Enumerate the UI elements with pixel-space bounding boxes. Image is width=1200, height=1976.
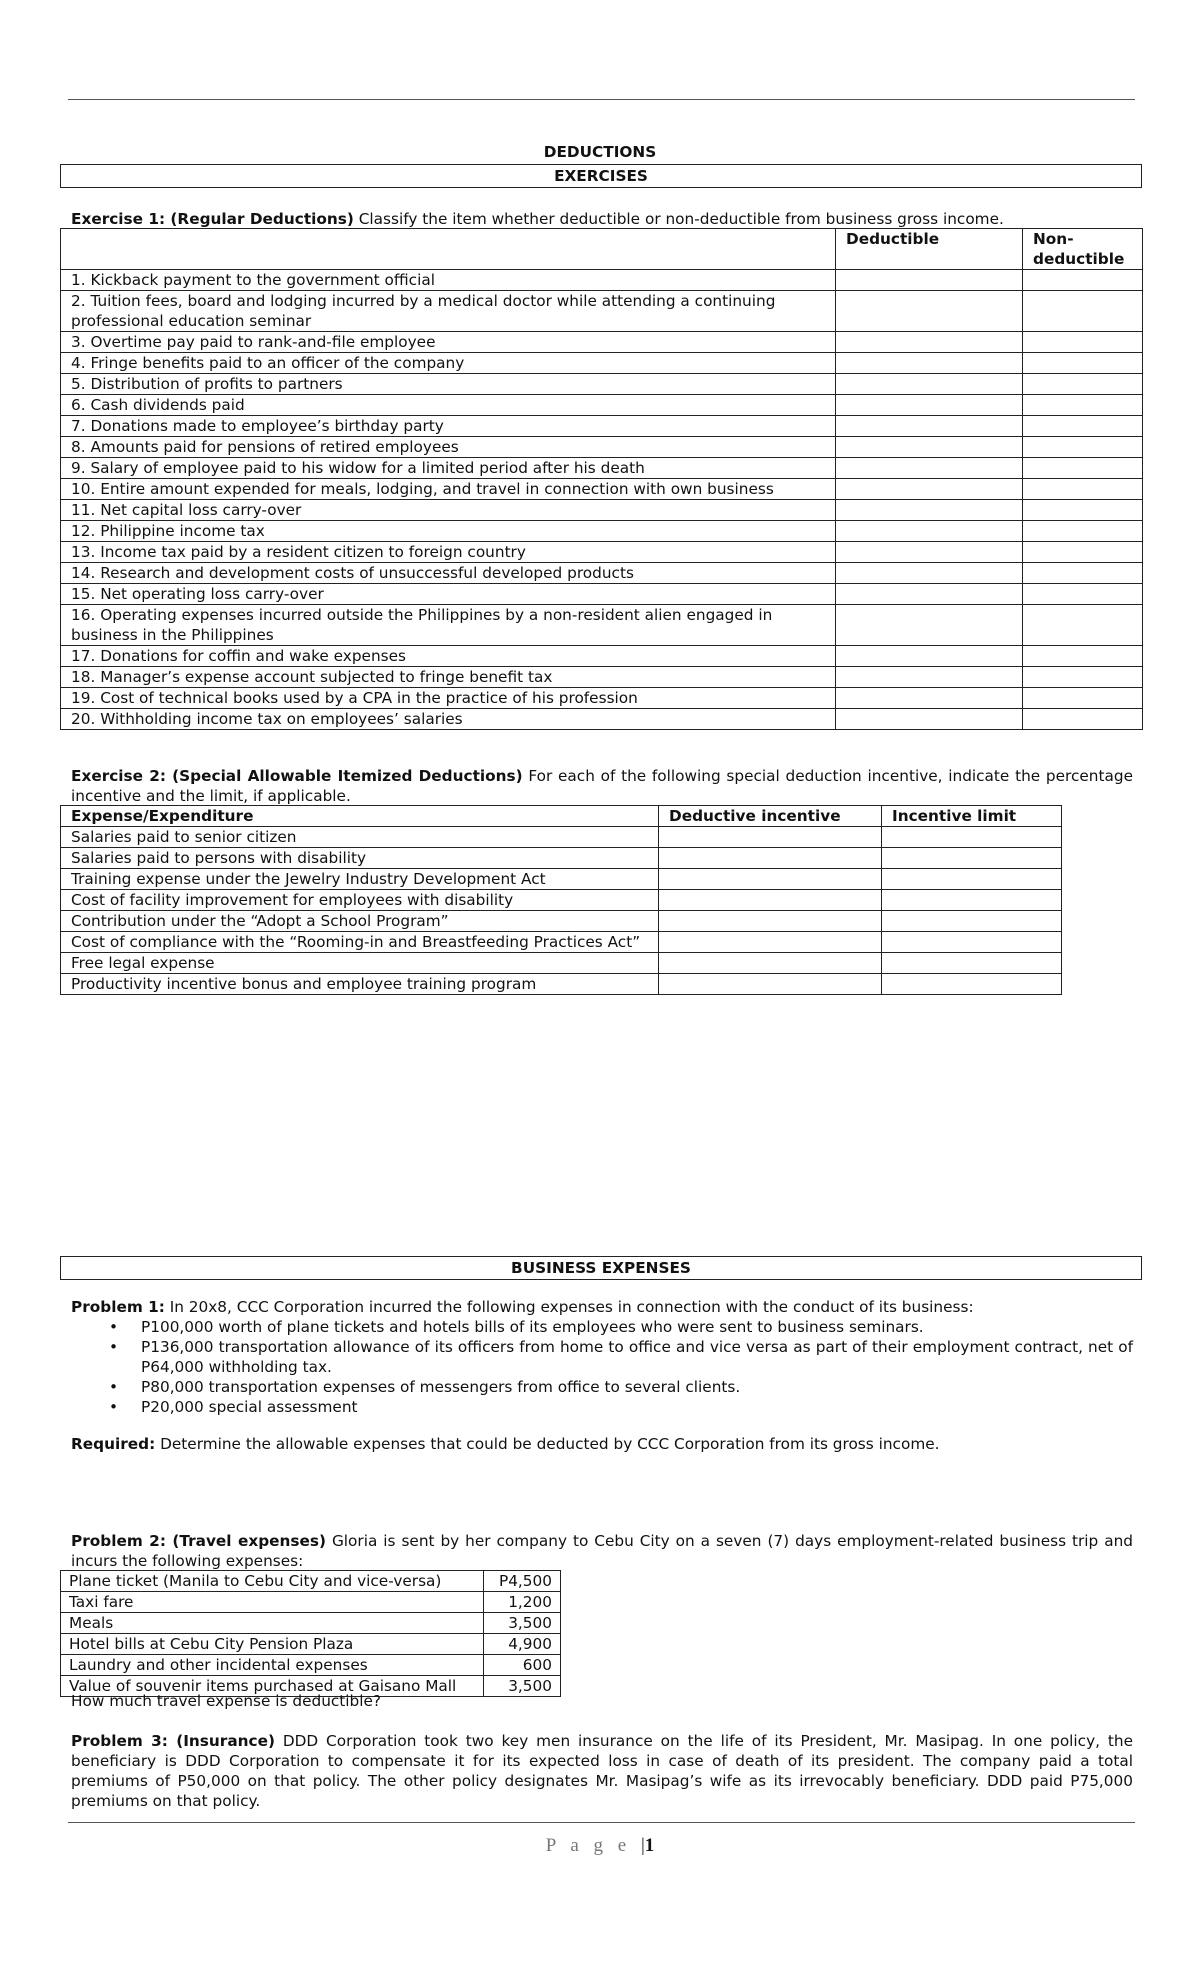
exercise1-item: 3. Overtime pay paid to rank-and-file employee	[61, 332, 836, 353]
expense-item: Productivity incentive bonus and employee training program	[61, 974, 659, 995]
nondeductible-cell[interactable]	[1023, 374, 1143, 395]
problem2-intro	[71, 1531, 1133, 1571]
exercise2-row	[61, 974, 1062, 995]
problem3-label: Problem 3: (Insurance)	[71, 1732, 275, 1750]
limit-cell[interactable]	[882, 974, 1062, 995]
exercise1-item: 10. Entire amount expended for meals, lodging, and travel in connection with own business	[61, 479, 836, 500]
expense-item: Salaries paid to persons with disability	[61, 848, 659, 869]
limit-cell[interactable]	[882, 890, 1062, 911]
exercise1-row	[61, 688, 1143, 709]
business-expenses-header: BUSINESS EXPENSES	[60, 1256, 1142, 1280]
limit-cell[interactable]	[882, 911, 1062, 932]
deductible-cell[interactable]	[836, 709, 1023, 730]
page-footer	[0, 1836, 1200, 1856]
deductible-cell[interactable]	[836, 500, 1023, 521]
exercise1-text: Classify the item whether deductible or non-deductible from business gross income.	[353, 210, 1004, 228]
travel-expense-item: Meals	[61, 1613, 484, 1634]
col-expense: Expense/Expenditure	[61, 806, 659, 827]
travel-expense-amount: 4,900	[484, 1634, 561, 1655]
exercise1-row	[61, 500, 1143, 521]
nondeductible-cell[interactable]	[1023, 563, 1143, 584]
nondeductible-cell[interactable]	[1023, 542, 1143, 563]
deductible-cell[interactable]	[836, 458, 1023, 479]
deductible-cell[interactable]	[836, 270, 1023, 291]
exercise1-item: 1. Kickback payment to the government official	[61, 270, 836, 291]
deductible-cell[interactable]	[836, 291, 1023, 332]
deductible-cell[interactable]	[836, 437, 1023, 458]
exercise1-item: 17. Donations for coffin and wake expenses	[61, 646, 836, 667]
required-label: Required:	[71, 1435, 156, 1453]
problem1-bullets	[71, 1317, 1133, 1417]
expense-bullet: • P20,000 special assessment	[71, 1397, 1133, 1417]
exercise1-row	[61, 374, 1143, 395]
exercise1-header-row	[61, 229, 1143, 270]
travel-expense-item: Value of souvenir items purchased at Gaisano Mall	[61, 1676, 484, 1697]
page-separator: |	[640, 1835, 645, 1856]
expense-bullet: • P80,000 transportation expenses of messengers from office to several clients.	[71, 1377, 1133, 1397]
header-rule	[68, 99, 1135, 100]
nondeductible-cell[interactable]	[1023, 709, 1143, 730]
exercise1-row	[61, 479, 1143, 500]
exercise1-item: 2. Tuition fees, board and lodging incurred by a medical doctor while attending a continuing professional education seminar	[61, 291, 836, 332]
exercise1-item: 16. Operating expenses incurred outside the Philippines by a non-resident alien engaged in business in the Philippines	[61, 605, 836, 646]
nondeductible-cell[interactable]	[1023, 667, 1143, 688]
exercise1-item: 14. Research and development costs of unsuccessful developed products	[61, 563, 836, 584]
exercise1-item: 11. Net capital loss carry-over	[61, 500, 836, 521]
expense-item: Training expense under the Jewelry Industry Development Act	[61, 869, 659, 890]
expense-item: Cost of facility improvement for employees with disability	[61, 890, 659, 911]
limit-cell[interactable]	[882, 953, 1062, 974]
nondeductible-cell[interactable]	[1023, 416, 1143, 437]
problem2-label: Problem 2: (Travel expenses)	[71, 1532, 326, 1550]
incentive-cell[interactable]	[659, 911, 882, 932]
nondeductible-cell[interactable]	[1023, 353, 1143, 374]
exercise1-label: Exercise 1: (Regular Deductions)	[71, 210, 354, 228]
deductible-cell[interactable]	[836, 563, 1023, 584]
travel-expense-item: Hotel bills at Cebu City Pension Plaza	[61, 1634, 484, 1655]
col-incentive: Deductive incentive	[659, 806, 882, 827]
exercise1-row	[61, 584, 1143, 605]
col-nondeductible: Non-deductible	[1023, 229, 1143, 270]
incentive-cell[interactable]	[659, 827, 882, 848]
travel-expense-row	[61, 1571, 561, 1592]
exercise1-item: 8. Amounts paid for pensions of retired employees	[61, 437, 836, 458]
problem1-required	[71, 1434, 1141, 1454]
exercise2-row	[61, 953, 1062, 974]
exercise2-row	[61, 827, 1062, 848]
expense-bullet: • P100,000 worth of plane tickets and hotels bills of its employees who were sent to business seminars.	[71, 1317, 1133, 1337]
travel-expense-amount: 3,500	[484, 1676, 561, 1697]
nondeductible-cell[interactable]	[1023, 437, 1143, 458]
expense-item: Contribution under the “Adopt a School Program”	[61, 911, 659, 932]
exercise1-row	[61, 542, 1143, 563]
exercise1-item: 7. Donations made to employee’s birthday party	[61, 416, 836, 437]
travel-expense-item: Taxi fare	[61, 1592, 484, 1613]
exercise2-row	[61, 890, 1062, 911]
exercise1-row	[61, 332, 1143, 353]
exercise2-header-row	[61, 806, 1062, 827]
nondeductible-cell[interactable]	[1023, 291, 1143, 332]
exercise1-row	[61, 416, 1143, 437]
col-limit: Incentive limit	[882, 806, 1062, 827]
travel-expense-row	[61, 1592, 561, 1613]
deductible-cell[interactable]	[836, 688, 1023, 709]
nondeductible-cell[interactable]	[1023, 479, 1143, 500]
problem3-body: DDD Corporation took two key men insurance on the life of its President, Mr. Masipag. In one policy, the beneficiary is DDD Corporation to compensate it for its expected loss in case of death of its president. The company paid a total premiums of P50,000 on that policy. The other policy designates Mr. Masipag’s wife as its irrevocably beneficiary. DDD paid P75,000 premiums on that policy.	[71, 1732, 1133, 1810]
travel-expense-item: Laundry and other incidental expenses	[61, 1655, 484, 1676]
exercise1-header-blank	[61, 229, 836, 270]
nondeductible-cell[interactable]	[1023, 584, 1143, 605]
incentive-cell[interactable]	[659, 974, 882, 995]
travel-expense-row	[61, 1613, 561, 1634]
travel-expense-item: Plane ticket (Manila to Cebu City and vice-versa)	[61, 1571, 484, 1592]
exercise1-row	[61, 395, 1143, 416]
exercise1-item: 12. Philippine income tax	[61, 521, 836, 542]
problem1-intro-text: In 20x8, CCC Corporation incurred the following expenses in connection with the conduct of its business:	[164, 1298, 974, 1316]
exercise1-row	[61, 270, 1143, 291]
exercise1-item: 18. Manager’s expense account subjected to fringe benefit tax	[61, 667, 836, 688]
limit-cell[interactable]	[882, 827, 1062, 848]
travel-expense-row	[61, 1634, 561, 1655]
exercise1-item: 9. Salary of employee paid to his widow for a limited period after his death	[61, 458, 836, 479]
travel-expense-amount: 600	[484, 1655, 561, 1676]
nondeductible-cell[interactable]	[1023, 646, 1143, 667]
exercise2-row	[61, 932, 1062, 953]
problem2-intro-text: Gloria is sent by her company to Cebu City on a seven (7) days employment-related business trip and incurs the following expenses:	[71, 1532, 1133, 1570]
footer-rule	[68, 1822, 1135, 1823]
nondeductible-cell[interactable]	[1023, 332, 1143, 353]
limit-cell[interactable]	[882, 848, 1062, 869]
problem1-label: Problem 1:	[71, 1298, 165, 1316]
exercise2-row	[61, 911, 1062, 932]
deductible-cell[interactable]	[836, 584, 1023, 605]
problem2-question: How much travel expense is deductible?	[71, 1692, 382, 1710]
deductible-cell[interactable]	[836, 479, 1023, 500]
problem3-text	[71, 1731, 1133, 1811]
exercise1-row	[61, 667, 1143, 688]
exercise1-table	[60, 228, 1143, 730]
exercise1-item: 13. Income tax paid by a resident citizen to foreign country	[61, 542, 836, 563]
expense-item: Cost of compliance with the “Rooming-in and Breastfeeding Practices Act”	[61, 932, 659, 953]
exercise2-row	[61, 869, 1062, 890]
deductible-cell[interactable]	[836, 374, 1023, 395]
exercise1-instruction	[71, 209, 1141, 229]
incentive-cell[interactable]	[659, 869, 882, 890]
deductible-cell[interactable]	[836, 332, 1023, 353]
exercise1-row	[61, 709, 1143, 730]
deductible-cell[interactable]	[836, 416, 1023, 437]
expense-item: Salaries paid to senior citizen	[61, 827, 659, 848]
nondeductible-cell[interactable]	[1023, 395, 1143, 416]
expense-item: Free legal expense	[61, 953, 659, 974]
deductible-cell[interactable]	[836, 395, 1023, 416]
exercise1-row	[61, 563, 1143, 584]
exercise2-label: Exercise 2: (Special Allowable Itemized Deductions)	[71, 767, 523, 785]
exercise1-row	[61, 605, 1143, 646]
travel-expenses-table	[60, 1570, 561, 1697]
col-deductible: Deductible	[836, 229, 1023, 270]
travel-expense-amount: P4,500	[484, 1571, 561, 1592]
exercise1-item: 5. Distribution of profits to partners	[61, 374, 836, 395]
nondeductible-cell[interactable]	[1023, 605, 1143, 646]
deductible-cell[interactable]	[836, 542, 1023, 563]
limit-cell[interactable]	[882, 869, 1062, 890]
exercise1-item: 20. Withholding income tax on employees’ salaries	[61, 709, 836, 730]
limit-cell[interactable]	[882, 932, 1062, 953]
nondeductible-cell[interactable]	[1023, 500, 1143, 521]
deductible-cell[interactable]	[836, 605, 1023, 646]
exercise2-row	[61, 848, 1062, 869]
exercise1-row	[61, 291, 1143, 332]
exercise1-row	[61, 646, 1143, 667]
deductible-cell[interactable]	[836, 521, 1023, 542]
exercise1-row	[61, 437, 1143, 458]
page-number: 1	[644, 1835, 655, 1856]
nondeductible-cell[interactable]	[1023, 458, 1143, 479]
exercise1-row	[61, 458, 1143, 479]
incentive-cell[interactable]	[659, 953, 882, 974]
nondeductible-cell[interactable]	[1023, 270, 1143, 291]
exercise2-instruction	[71, 766, 1133, 806]
exercise2-text: For each of the following special deduction incentive, indicate the percentage incentive and the limit, if applicable.	[71, 767, 1133, 805]
exercise2-table	[60, 805, 1062, 995]
travel-expense-amount: 1,200	[484, 1592, 561, 1613]
exercise1-item: 15. Net operating loss carry-over	[61, 584, 836, 605]
deductible-cell[interactable]	[836, 667, 1023, 688]
expense-bullet: • P136,000 transportation allowance of its officers from home to office and vice versa as part of their employment contract, net of P64,000 withholding tax.	[71, 1337, 1133, 1377]
incentive-cell[interactable]	[659, 932, 882, 953]
travel-expense-amount: 3,500	[484, 1613, 561, 1634]
nondeductible-cell[interactable]	[1023, 521, 1143, 542]
exercise1-item: 6. Cash dividends paid	[61, 395, 836, 416]
incentive-cell[interactable]	[659, 848, 882, 869]
required-text: Determine the allowable expenses that could be deducted by CCC Corporation from its gross income.	[155, 1435, 940, 1453]
page-title: DEDUCTIONS	[543, 143, 657, 161]
exercise1-row	[61, 353, 1143, 374]
problem1-intro	[71, 1297, 1141, 1317]
exercise1-item: 19. Cost of technical books used by a CPA in the practice of his profession	[61, 688, 836, 709]
nondeductible-cell[interactable]	[1023, 688, 1143, 709]
incentive-cell[interactable]	[659, 890, 882, 911]
travel-expense-row	[61, 1655, 561, 1676]
exercise1-row	[61, 521, 1143, 542]
deductible-cell[interactable]	[836, 646, 1023, 667]
exercise1-item: 4. Fringe benefits paid to an officer of the company	[61, 353, 836, 374]
page-word: P a g e	[545, 1835, 632, 1856]
deductible-cell[interactable]	[836, 353, 1023, 374]
exercises-header: EXERCISES	[60, 164, 1142, 188]
